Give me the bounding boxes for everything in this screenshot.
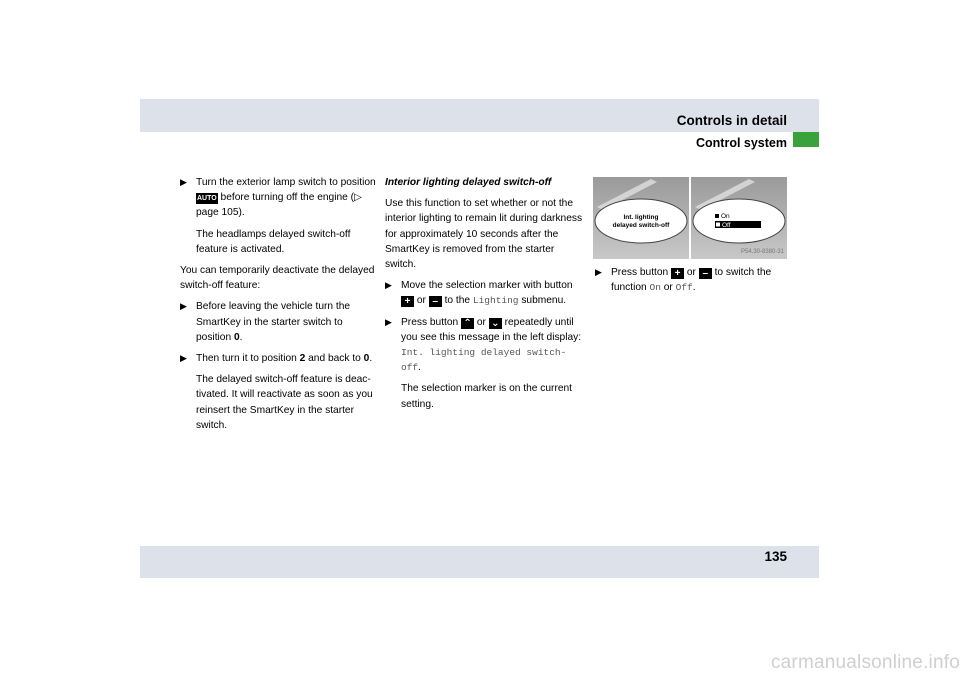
instruction-step: ▶ Turn the exterior lamp switch to position AUTO before turning off the engine (▷ page 105). (180, 177, 376, 219)
chapter-tab (793, 132, 819, 147)
instruction-step: ▶ Move the selection marker with button + or – to the Lighting submenu. (385, 280, 573, 308)
plus-key-icon: + (671, 268, 684, 279)
instruction-step: ▶ Press button ⌃ or ⌄ repeatedly until you see this message in the left display: Int. lighting delayed switch-off. (385, 316, 582, 374)
footer-band (140, 546, 819, 578)
down-key-icon: ⌄ (489, 318, 502, 329)
display-illustration (593, 177, 787, 259)
option-off-label: Off (722, 222, 731, 229)
step-arrow-icon: ▶ (385, 280, 392, 291)
figure-reference: P54.30-8380-31 (741, 249, 785, 255)
step-arrow-icon: ▶ (595, 267, 602, 277)
column-3 (595, 265, 790, 301)
watermark: carmanualsonline.info (770, 652, 960, 673)
column-1 (180, 175, 376, 439)
instruction-step: ▶ Then turn it to position 2 and back to 0. (180, 351, 376, 366)
chapter-title: Controls in detail (676, 113, 787, 128)
step-arrow-icon: ▶ (180, 353, 187, 364)
step-note: The delayed switch-off feature is deactivated. It will reactivate as soon as you reinsert the SmartKey in the starter switch. (196, 374, 373, 431)
up-key-icon: ⌃ (461, 318, 474, 329)
option-off-marker (716, 223, 720, 227)
minus-key-icon: – (429, 296, 442, 307)
step-arrow-icon: ▶ (180, 301, 187, 312)
instruction-step: ▶ Press button + or – to switch the function On or Off. (595, 267, 772, 294)
left-display-line1: Int. lighting (623, 214, 659, 221)
column-2 (385, 175, 585, 418)
auto-key-icon: AUTO (197, 195, 217, 203)
option-on-marker (715, 214, 719, 218)
step-note: The selection marker is on the current setting. (401, 383, 572, 410)
step-arrow-icon: ▶ (385, 316, 392, 327)
instruction-step: ▶ Before leaving the vehicle turn the SmartKey in the starter switch to position 0. (180, 301, 351, 343)
step-note: The headlamps delayed switch-off feature is activated. (196, 228, 351, 255)
page-number: 135 (764, 549, 787, 564)
paragraph: You can temporarily deactivate the delayed switch-off feature: (180, 265, 375, 292)
option-on-label: On (721, 213, 730, 220)
section-title: Control system (696, 136, 787, 150)
left-display-line2: delayed switch-off (612, 222, 670, 229)
paragraph: Use this function to set whether or not the interior lighting to remain lit during darkness for approximately 10 seconds after the SmartKey is removed from the starter switch. (385, 198, 583, 271)
left-display-lens (595, 199, 687, 243)
step-arrow-icon: ▶ (180, 177, 187, 187)
subheading: Interior lighting delayed switch-off (385, 177, 552, 188)
plus-key-icon: + (401, 296, 414, 307)
page-reference-link[interactable]: ▷ page 105 (196, 192, 362, 219)
instrument-cluster-figure (593, 177, 787, 259)
minus-key-icon: – (699, 268, 712, 279)
